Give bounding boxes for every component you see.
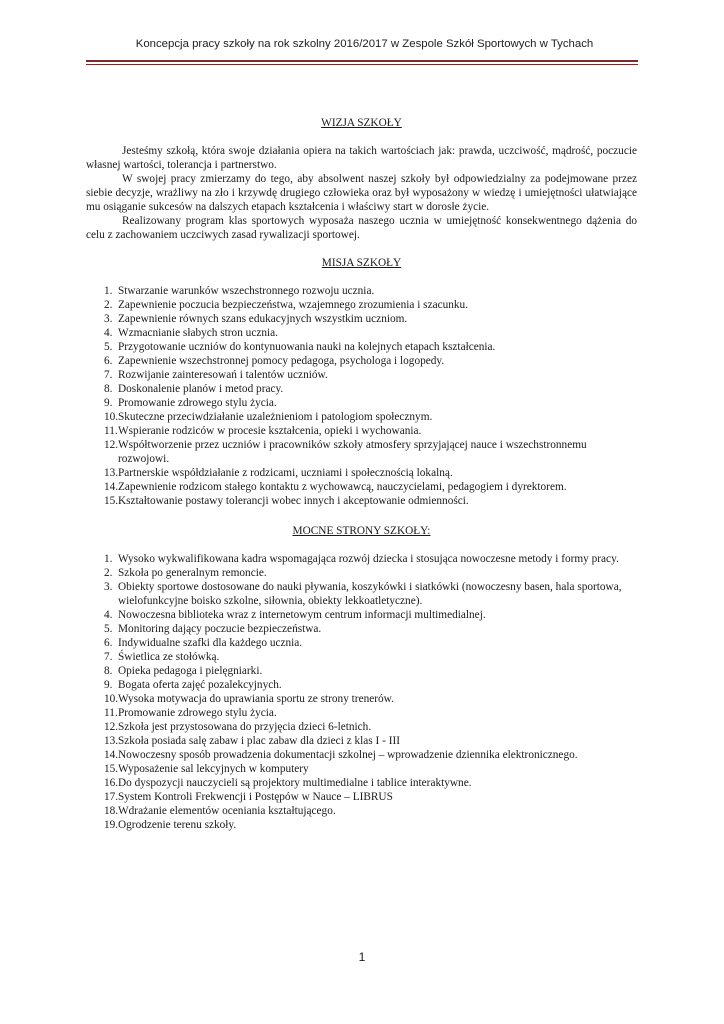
list-item-text: Świetlica ze stołówką. xyxy=(118,651,220,663)
misja-list-item xyxy=(86,312,637,326)
list-item-text: Ogrodzenie terenu szkoły. xyxy=(118,819,237,831)
list-item-number: 8. xyxy=(104,383,113,395)
list-item-text: Kształtowanie postawy tolerancji wobec innych i akceptowanie odmienności. xyxy=(118,495,469,507)
mocne-list-item xyxy=(86,720,637,734)
list-item-text: Szkoła posiada salę zabaw i plac zabaw dla dzieci z klas I - III xyxy=(118,735,400,747)
misja-list-item xyxy=(86,480,637,494)
list-item-text: Wspieranie rodziców w procesie kształcenia, opieki i wychowania. xyxy=(118,425,422,437)
list-item-number: 10. xyxy=(104,411,119,423)
list-item-text: Wysoka motywacja do uprawiania sportu ze strony trenerów. xyxy=(118,693,394,705)
wizja-paragraph-2: W swojej pracy zmierzamy do tego, aby absolwent naszej szkoły był odpowiedzialny za podejmowane przez siebie decyzje, wrażliwy na zło i krzywdę drugiego człowieka oraz był wyposażony w wiedzę i umiejętności ułatwiające mu osiąganie sukcesów na dalszych etapach kształcenia i właściwy start w dorosłe życie. xyxy=(86,173,637,213)
list-item-text: Zapewnienie rodzicom stałego kontaktu z wychowawcą, nauczycielami, pedagogiem i dyrektorem. xyxy=(118,481,567,493)
list-item-text: Nowoczesny sposób prowadzenia dokumentacji szkolnej – wprowadzenie dziennika elektronicznego. xyxy=(118,749,578,761)
misja-list-item xyxy=(86,340,637,354)
page-number: 1 xyxy=(358,950,366,964)
mocne-list-item xyxy=(86,636,637,650)
misja-list-item xyxy=(86,466,637,480)
misja-list-item xyxy=(86,494,637,508)
misja-list-item xyxy=(86,424,637,438)
list-item-number: 6. xyxy=(104,355,113,367)
wizja-heading: WIZJA SZKOŁY xyxy=(321,117,402,129)
misja-list-item xyxy=(86,382,637,396)
list-item-text: Partnerskie współdziałanie z rodzicami, uczniami i społecznością lokalną. xyxy=(118,467,453,479)
page-header: Koncepcja pracy szkoły na rok szkolny 2016/2017 w Zespole Szkół Sportowych w Tychach xyxy=(135,38,594,50)
list-item-number: 11. xyxy=(104,425,118,437)
misja-list xyxy=(86,284,637,508)
list-item-text: Wdrażanie elementów oceniania kształtującego. xyxy=(118,805,336,817)
list-item-number: 10. xyxy=(104,693,119,705)
mocne-list-item xyxy=(86,552,637,566)
list-item-text: Do dyspozycji nauczycieli są projektory multimedialne i tablice interaktywne. xyxy=(118,777,472,789)
misja-list-item xyxy=(86,284,637,298)
list-item-text: Przygotowanie uczniów do kontynuowania nauki na kolejnych etapach kształcenia. xyxy=(118,341,496,353)
list-item-number: 12. xyxy=(104,721,119,733)
wizja-paragraph-3: Realizowany program klas sportowych wyposaża naszego ucznia w umiejętność konsekwentnego dążenia do celu z zachowaniem uczciwych zasad rywalizacji sportowej. xyxy=(86,215,637,241)
list-item-number: 15. xyxy=(104,495,119,507)
mocne-list-item xyxy=(86,692,637,706)
list-item-number: 4. xyxy=(104,609,113,621)
list-item-number: 3. xyxy=(104,313,113,325)
list-item-text: Współtworzenie przez uczniów i pracowników szkoły atmosfery sprzyjającej nauce i wszechstronnemu rozwojowi. xyxy=(118,439,587,465)
misja-list-item xyxy=(86,368,637,382)
list-item-text: System Kontroli Frekwencji i Postępów w Nauce – LIBRUS xyxy=(118,791,393,803)
list-item-number: 7. xyxy=(104,651,113,663)
mocne-list-item xyxy=(86,650,637,664)
misja-list-item xyxy=(86,438,637,466)
mocne-heading: MOCNE STRONY SZKOŁY: xyxy=(292,525,431,537)
list-item-text: Wysoko wykwalifikowana kadra wspomagająca rozwój dziecka i stosująca nowoczesne metody i formy pracy. xyxy=(118,553,619,565)
list-item-text: Zapewnienie poczucia bezpieczeństwa, wzajemnego zrozumienia i szacunku. xyxy=(118,299,469,311)
misja-list-item xyxy=(86,326,637,340)
mocne-list xyxy=(86,552,637,832)
list-item-text: Promowanie zdrowego stylu życia. xyxy=(118,707,277,719)
list-item-text: Doskonalenie planów i metod pracy. xyxy=(118,383,284,395)
list-item-number: 3. xyxy=(104,581,113,593)
list-item-number: 7. xyxy=(104,369,113,381)
misja-list-item xyxy=(86,298,637,312)
misja-heading: MISJA SZKOŁY xyxy=(321,257,402,269)
mocne-list-item xyxy=(86,678,637,692)
list-item-text: Bogata oferta zajęć pozalekcyjnych. xyxy=(118,679,282,691)
mocne-list-item xyxy=(86,566,637,580)
list-item-number: 5. xyxy=(104,341,113,353)
document-body xyxy=(86,116,637,832)
mocne-list-item xyxy=(86,804,637,818)
mocne-list-item xyxy=(86,664,637,678)
list-item-number: 13. xyxy=(104,467,119,479)
list-item-text: Obiekty sportowe dostosowane do nauki pływania, koszykówki i siatkówki (nowoczesny basen, hala sportowa, wielofunkcyjne boisko szkolne, siłownia, obiekty lekkoatletyczne). xyxy=(118,581,622,607)
header-rule-thin xyxy=(86,64,638,65)
list-item-text: Stwarzanie warunków wszechstronnego rozwoju ucznia. xyxy=(118,285,375,297)
header-rule xyxy=(86,60,638,62)
list-item-text: Wzmacnianie słabych stron ucznia. xyxy=(118,327,278,339)
list-item-number: 18. xyxy=(104,805,119,817)
list-item-text: Skuteczne przeciwdziałanie uzależnieniom i patologiom społecznym. xyxy=(118,411,433,423)
list-item-text: Rozwijanie zainteresowań i talentów uczniów. xyxy=(118,369,328,381)
list-item-number: 6. xyxy=(104,637,113,649)
wizja-paragraph-1: Jesteśmy szkołą, która swoje działania opiera na takich wartościach jak: prawda, uczciwość, mądrość, poczucie własnej wartości, tolerancja i partnerstwo. xyxy=(86,145,637,171)
list-item-number: 4. xyxy=(104,327,113,339)
list-item-number: 9. xyxy=(104,397,113,409)
list-item-number: 16. xyxy=(104,777,119,789)
list-item-number: 14. xyxy=(104,749,119,761)
list-item-number: 19. xyxy=(104,819,119,831)
list-item-text: Wyposażenie sal lekcyjnych w komputery xyxy=(118,763,309,775)
list-item-text: Promowanie zdrowego stylu życia. xyxy=(118,397,277,409)
misja-list-item xyxy=(86,410,637,424)
misja-list-item xyxy=(86,396,637,410)
misja-list-item xyxy=(86,354,637,368)
list-item-text: Opieka pedagoga i pielęgniarki. xyxy=(118,665,263,677)
mocne-list-item xyxy=(86,706,637,720)
list-item-number: 2. xyxy=(104,299,113,311)
list-item-number: 15. xyxy=(104,763,119,775)
mocne-list-item xyxy=(86,790,637,804)
list-item-text: Szkoła po generalnym remoncie. xyxy=(118,567,267,579)
list-item-number: 13. xyxy=(104,735,119,747)
mocne-list-item xyxy=(86,622,637,636)
list-item-text: Zapewnienie równych szans edukacyjnych wszystkim uczniom. xyxy=(118,313,408,325)
mocne-list-item xyxy=(86,818,637,832)
list-item-number: 1. xyxy=(104,285,113,297)
list-item-number: 12. xyxy=(104,439,119,451)
mocne-list-item xyxy=(86,776,637,790)
mocne-list-item xyxy=(86,748,637,762)
list-item-number: 14. xyxy=(104,481,119,493)
list-item-number: 2. xyxy=(104,567,113,579)
list-item-number: 11. xyxy=(104,707,118,719)
list-item-number: 1. xyxy=(104,553,113,565)
mocne-list-item xyxy=(86,608,637,622)
mocne-list-item xyxy=(86,580,637,608)
list-item-number: 9. xyxy=(104,679,113,691)
list-item-text: Szkoła jest przystosowana do przyjęcia dzieci 6-letnich. xyxy=(118,721,372,733)
mocne-list-item xyxy=(86,762,637,776)
list-item-text: Zapewnienie wszechstronnej pomocy pedagoga, psychologa i logopedy. xyxy=(118,355,445,367)
list-item-number: 8. xyxy=(104,665,113,677)
list-item-number: 5. xyxy=(104,623,113,635)
list-item-number: 17. xyxy=(104,791,119,803)
list-item-text: Monitoring dający poczucie bezpieczeństwa. xyxy=(118,623,322,635)
list-item-text: Indywidualne szafki dla każdego ucznia. xyxy=(118,637,303,649)
list-item-text: Nowoczesna biblioteka wraz z internetowym centrum informacji multimedialnej. xyxy=(118,609,486,621)
mocne-list-item xyxy=(86,734,637,748)
